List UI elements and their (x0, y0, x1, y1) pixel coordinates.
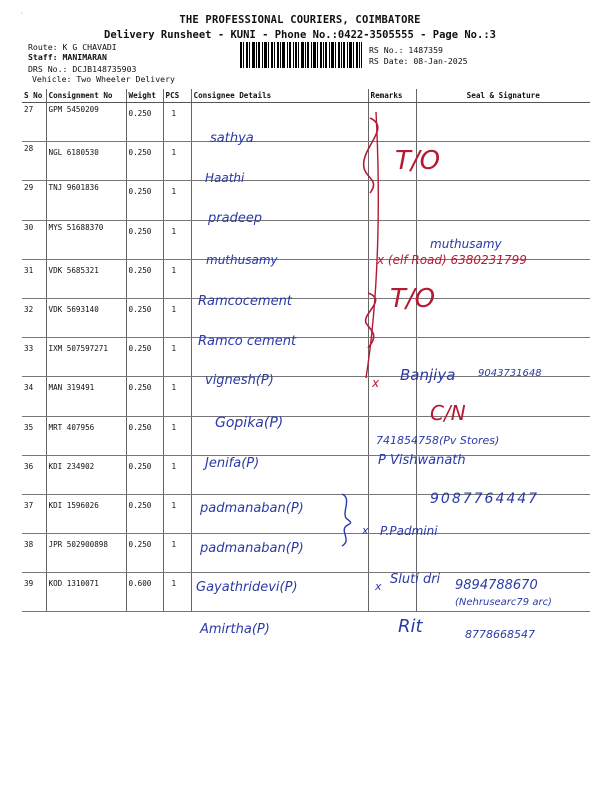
cell-weight: 0.250 (126, 259, 163, 298)
handwritten-remark: (Nehrusearc79 arc) (455, 597, 552, 608)
cell-consignment: KDI 1596026 (46, 494, 126, 533)
cell-sno: 34 (22, 377, 46, 416)
handwritten-braces (340, 108, 400, 388)
col-header-sno: S No (22, 89, 46, 103)
handwritten-remark: T/O (395, 146, 441, 176)
col-header-signature: Seal & Signature (416, 89, 590, 103)
handwritten-brace (338, 492, 358, 548)
cell-pcs: 1 (163, 181, 191, 220)
table-row (22, 416, 590, 455)
handwritten-phone: 9087764447 (430, 491, 540, 507)
handwritten-name: Haathi (205, 171, 245, 185)
table-row (22, 103, 590, 142)
cell-pcs: 1 (163, 416, 191, 455)
handwritten-name: Gayathridevi(P) (196, 580, 298, 595)
cell-weight: 0.250 (126, 416, 163, 455)
cell-consignment: JPR 502900898 (46, 534, 126, 573)
cell-consignment: MAN 319491 (46, 377, 126, 416)
drs-label: DRS No.: DCJB148735903 (28, 64, 137, 74)
col-header-remarks: Remarks (368, 89, 416, 103)
handwritten-name: vignesh(P) (205, 373, 274, 388)
cell-pcs: 1 (163, 298, 191, 337)
table-row (22, 298, 590, 337)
handwritten-phone: 8778668547 (465, 628, 535, 641)
vehicle-label: Vehicle: Two Wheeler Delivery (32, 74, 175, 84)
cell-weight: 0.250 (126, 181, 163, 220)
handwritten-signature: Sluti dri (390, 572, 441, 587)
cell-pcs: 1 (163, 338, 191, 377)
handwritten-phone: 9043731648 (478, 368, 542, 379)
handwritten-name: Amirtha(P) (200, 622, 270, 637)
table-header-row (22, 89, 590, 103)
handwritten-signature: P.Padmini (380, 524, 438, 538)
cell-sno: 27 (22, 103, 46, 142)
cell-pcs: 1 (163, 103, 191, 142)
handwritten-remark: x (elf Road) 6380231799 (377, 253, 527, 267)
handwritten-remark: x (362, 524, 369, 537)
handwritten-name: Jenifa(P) (205, 456, 260, 471)
cell-weight: 0.250 (126, 534, 163, 573)
cell-pcs: 1 (163, 534, 191, 573)
table-row (22, 534, 590, 573)
col-header-consignment: Consignment No (46, 89, 126, 103)
handwritten-remark: x (372, 376, 380, 390)
cell-consignment: KDI 234902 (46, 455, 126, 494)
runsheet-table (22, 89, 590, 612)
cell-sno: 35 (22, 416, 46, 455)
cell-consignment: NGL 6180530 (46, 142, 126, 181)
table-row (22, 455, 590, 494)
cell-pcs: 1 (163, 573, 191, 612)
cell-pcs: 1 (163, 142, 191, 181)
table-row (22, 181, 590, 220)
handwritten-name: sathya (210, 131, 254, 146)
cell-sno: 32 (22, 298, 46, 337)
runsheet-title: THE PROFESSIONAL COURIERS, COIMBATORE (179, 14, 421, 26)
handwritten-name: Ramcocement (198, 294, 292, 309)
cell-consignment: IXM 507597271 (46, 338, 126, 377)
cell-consignment: MRT 407956 (46, 416, 126, 455)
cell-sno: 36 (22, 455, 46, 494)
col-header-consignee: Consignee Details (191, 89, 368, 103)
cell-weight: 0.250 (126, 298, 163, 337)
cell-consignment: VDK 5685321 (46, 259, 126, 298)
cell-weight: 0.600 (126, 573, 163, 612)
cell-pcs: 1 (163, 494, 191, 533)
handwritten-name: padmanaban(P) (200, 541, 304, 556)
cell-weight: 0.250 (126, 103, 163, 142)
cell-weight: 0.250 (126, 338, 163, 377)
cell-sno: 38 (22, 534, 46, 573)
handwritten-name: muthusamy (206, 253, 278, 267)
col-header-pcs: PCS (163, 89, 191, 103)
cell-pcs: 1 (163, 377, 191, 416)
cell-sno: 29 (22, 181, 46, 220)
table-row (22, 377, 590, 416)
cell-pcs: 1 (163, 220, 191, 259)
rs-number: RS No.: 1487359 (369, 45, 443, 55)
handwritten-remark: x (375, 580, 382, 593)
cell-sno: 37 (22, 494, 46, 533)
cell-weight: 0.250 (126, 455, 163, 494)
route-label: Route: K G CHAVADI (28, 42, 117, 52)
handwritten-name: Gopika(P) (215, 415, 284, 431)
handwritten-name: padmanaban(P) (200, 501, 304, 516)
cell-sno: 30 (22, 220, 46, 259)
handwritten-remark: 741854758(Pv Stores) (376, 434, 500, 447)
cell-weight: 0.250 (126, 220, 163, 259)
cell-consignment: VDK 5693140 (46, 298, 126, 337)
handwritten-phone: 9894788670 (455, 578, 538, 593)
cell-sno: 39 (22, 573, 46, 612)
staff-label: Staff: MANIMARAN (28, 52, 107, 62)
handwritten-remark: T/O (390, 284, 436, 314)
handwritten-signature: Banjiya (400, 366, 456, 384)
handwritten-name: Ramco cement (198, 334, 297, 349)
table-row (22, 142, 590, 181)
cell-sno: 33 (22, 338, 46, 377)
scan-speck: · (20, 10, 24, 17)
handwritten-signature: P Vishwanath (378, 453, 466, 468)
handwritten-name: pradeep (208, 211, 263, 226)
cell-consignment: GPM 5450209 (46, 103, 126, 142)
cell-weight: 0.250 (126, 142, 163, 181)
handwritten-remark: C/N (430, 401, 466, 425)
cell-consignment: TNJ 9601836 (46, 181, 126, 220)
cell-consignment: KOD 1310071 (46, 573, 126, 612)
handwritten-signature: Rit (398, 616, 423, 637)
cell-consignment: MYS 51688370 (46, 220, 126, 259)
cell-weight: 0.250 (126, 377, 163, 416)
runsheet-subtitle: Delivery Runsheet - KUNI - Phone No.:0422-3505555 - Page No.:3 (104, 29, 496, 41)
rs-date: RS Date: 08-Jan-2025 (369, 56, 468, 66)
cell-pcs: 1 (163, 259, 191, 298)
cell-pcs: 1 (163, 455, 191, 494)
cell-sno: 31 (22, 259, 46, 298)
cell-sno: 28 (22, 142, 46, 181)
handwritten-remark: muthusamy (430, 237, 502, 251)
cell-weight: 0.250 (126, 494, 163, 533)
col-header-weight: Weight (126, 89, 163, 103)
barcode-image (240, 42, 362, 68)
